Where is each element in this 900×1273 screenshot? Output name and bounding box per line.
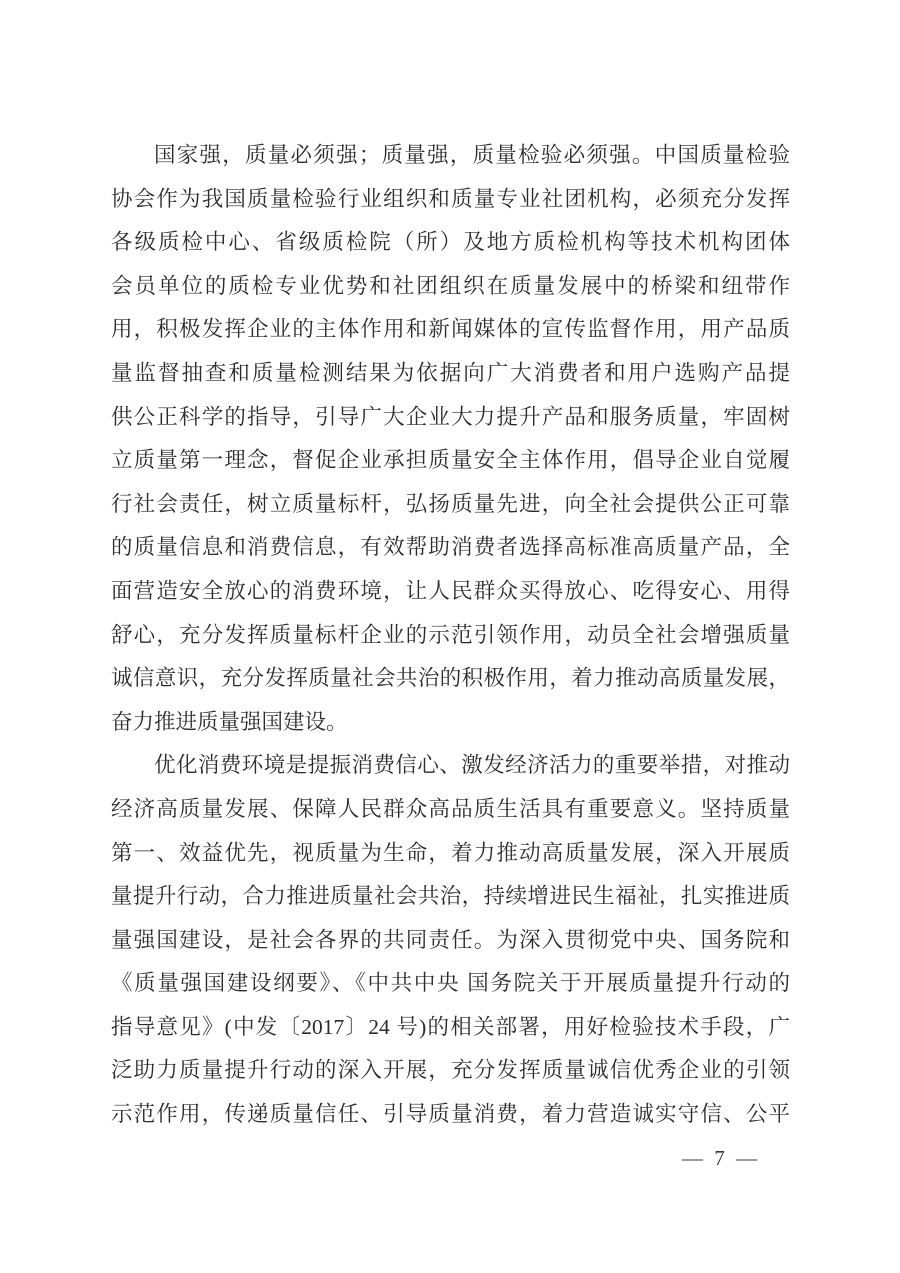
text-line: 泛助力质量提升行动的深入开展，充分发挥质量诚信优秀企业的引领 xyxy=(111,1058,790,1083)
text-line: 示范作用，传递质量信任、引导质量消费，着力营造诚实守信、公平 xyxy=(111,1102,790,1127)
text-line: 第一、效益优先，视质量为生命，着力推动高质量发展，深入开展质 xyxy=(111,840,790,865)
text-line: 会员单位的质检专业优势和社团组织在质量发展中的桥梁和纽带作 xyxy=(111,273,790,298)
text-line: 优化消费环境是提振消费信心、激发经济活力的重要举措，对推动 xyxy=(154,753,790,778)
text-line: 行社会责任，树立质量标杆，弘扬质量先进，向全社会提供公正可靠 xyxy=(111,491,790,516)
body-text xyxy=(111,134,790,1137)
paragraph xyxy=(111,744,790,1136)
text-line: 面营造安全放心的消费环境，让人民群众买得放心、吃得安心、用得 xyxy=(111,578,790,603)
text-line: 诚信意识，充分发挥质量社会共治的积极作用，着力推动高质量发展， xyxy=(111,666,790,691)
text-line: 量提升行动，合力推进质量社会共治，持续增进民生福祉，扎实推进质 xyxy=(111,884,790,909)
text-line: 指导意见》(中发〔2017〕24 号)的相关部署，用好检验技术手段，广 xyxy=(111,1014,790,1039)
text-line: 国家强，质量必须强；质量强，质量检验必须强。中国质量检验 xyxy=(154,143,790,167)
text-line: 的质量信息和消费信息，有效帮助消费者选择高标准高质量产品，全 xyxy=(111,535,790,560)
text-line: 供公正科学的指导，引导广大企业大力提升产品和服务质量，牢固树 xyxy=(111,404,790,429)
text-line: 协会作为我国质量检验行业组织和质量专业社团机构，必须充分发挥 xyxy=(111,186,790,211)
text-line: 经济高质量发展、保障人民群众高品质生活具有重要意义。坚持质量 xyxy=(111,796,790,821)
text-line: 量强国建设，是社会各界的共同责任。为深入贯彻党中央、国务院和 xyxy=(111,927,790,952)
text-line: 量监督抽查和质量检测结果为依据向广大消费者和用户选购产品提 xyxy=(111,360,790,385)
text-line: 舒心，充分发挥质量标杆企业的示范引领作用，动员全社会增强质量 xyxy=(111,622,790,647)
text-line: 用，积极发挥企业的主体作用和新闻媒体的宣传监督作用，用产品质 xyxy=(111,317,790,342)
text-line: 立质量第一理念，督促企业承担质量安全主体作用，倡导企业自觉履 xyxy=(111,448,790,473)
text-line: 奋力推进质量强国建设。 xyxy=(111,709,348,734)
text-line: 《质量强国建设纲要》、《中共中央 国务院关于开展质量提升行动的 xyxy=(111,971,790,996)
text-line: 各级质检中心、省级质检院（所）及地方质检机构等技术机构团体 xyxy=(111,230,790,255)
page-number: — 7 — xyxy=(682,1146,760,1170)
paragraph xyxy=(111,134,790,744)
